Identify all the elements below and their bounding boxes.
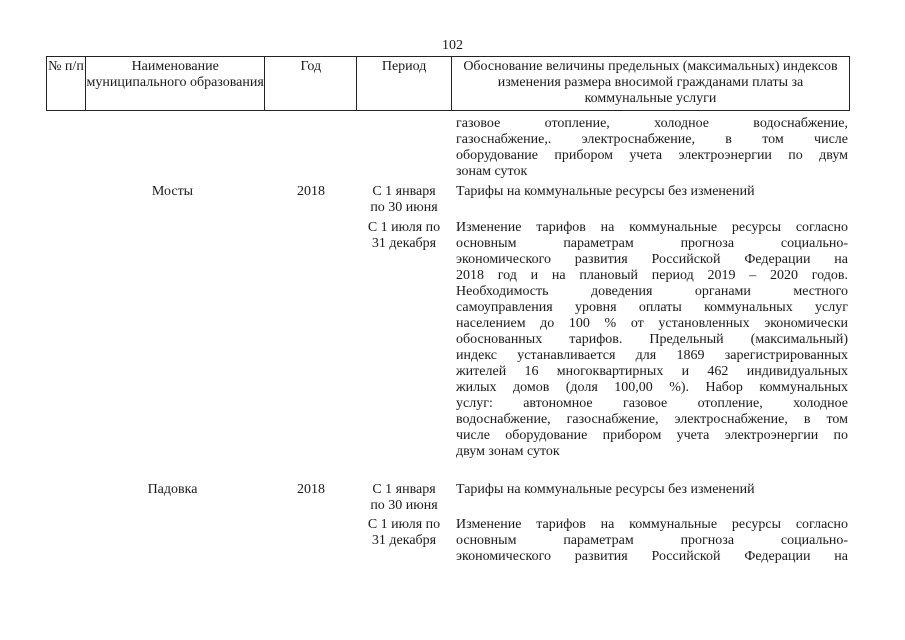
text-line: экономического развития Российской Федерации на	[456, 252, 848, 267]
text-line: двум зонам суток	[456, 444, 560, 459]
basis-second-half	[456, 517, 848, 565]
page-number: 102	[442, 38, 463, 53]
text-line: числе оборудование прибором учета электроэнергии по	[456, 428, 848, 443]
text-line: основным параметрам прогноза социально-	[456, 533, 848, 548]
municipality-name: Падовка	[147, 482, 198, 497]
municipality-name: Мосты	[151, 184, 194, 199]
period-line: 31 декабря	[371, 236, 437, 251]
period-line: С 1 июля по	[367, 517, 441, 532]
table-header	[46, 56, 850, 111]
text-line: газоснабжение,. электроснабжение, в том числе	[456, 132, 848, 147]
period-line: С 1 июля по	[367, 220, 441, 235]
basis-first-half: Тарифы на коммунальные ресурсы без изменений	[456, 184, 755, 199]
text-line: Изменение тарифов на коммунальные ресурсы согласно	[456, 517, 848, 532]
text-line: жилых домов (доля 100,00 %). Набор коммунальных	[456, 380, 848, 395]
text-line: Необходимость доведения органами местного	[456, 284, 848, 299]
text-line: 2018 год и на плановый период 2019 – 2020 годов.	[456, 268, 848, 283]
text-line: жителей 16 многоквартирных и 462 индивидуальных	[456, 364, 848, 379]
period-first-half	[358, 184, 450, 216]
text-line: оборудование прибором учета электроэнергии по двум	[456, 148, 848, 163]
text-line: индекс устанавливается для 1869 зарегистрированных	[456, 348, 848, 363]
period-line: по 30 июня	[370, 200, 438, 215]
header-col-year: Год	[265, 57, 357, 110]
text-line: населением до 100 % от установленных экономически	[456, 316, 848, 331]
period-second-half	[358, 517, 450, 549]
period-first-half	[358, 482, 450, 514]
text-line: экономического развития Российской Федерации на	[456, 549, 848, 564]
text-line: зонам суток	[456, 164, 528, 179]
text-line: услуг: автономное газовое отопление, холодное	[456, 396, 848, 411]
basis-second-half	[456, 220, 848, 460]
period-line: С 1 января	[372, 482, 436, 497]
header-col-period: Период	[357, 57, 452, 110]
year-cell: 2018	[297, 482, 325, 497]
period-line: С 1 января	[372, 184, 436, 199]
period-line: по 30 июня	[370, 498, 438, 513]
period-second-half	[358, 220, 450, 252]
period-line: 31 декабря	[371, 533, 437, 548]
text-line: водоснабжение, газоснабжение, электроснабжение, в том	[456, 412, 848, 427]
continuation-basis	[456, 116, 848, 180]
text-line: Изменение тарифов на коммунальные ресурсы согласно	[456, 220, 848, 235]
text-line: основным параметрам прогноза социально-	[456, 236, 848, 251]
text-line: самоуправления уровня оплаты коммунальных услуг	[456, 300, 848, 315]
basis-first-half: Тарифы на коммунальные ресурсы без изменений	[456, 482, 755, 497]
year-cell: 2018	[297, 184, 325, 199]
header-col-number: № п/п	[47, 57, 86, 110]
header-col-basis: Обоснование величины предельных (максимальных) индексов изменения размера вносимой гражданами платы за коммунальные услуги	[463, 59, 838, 106]
header-col-municipality: Наименование муниципального образования	[86, 57, 266, 110]
text-line: обоснованных тарифов. Предельный (максимальный)	[456, 332, 848, 347]
text-line: газовое отопление, холодное водоснабжение,	[456, 116, 848, 131]
